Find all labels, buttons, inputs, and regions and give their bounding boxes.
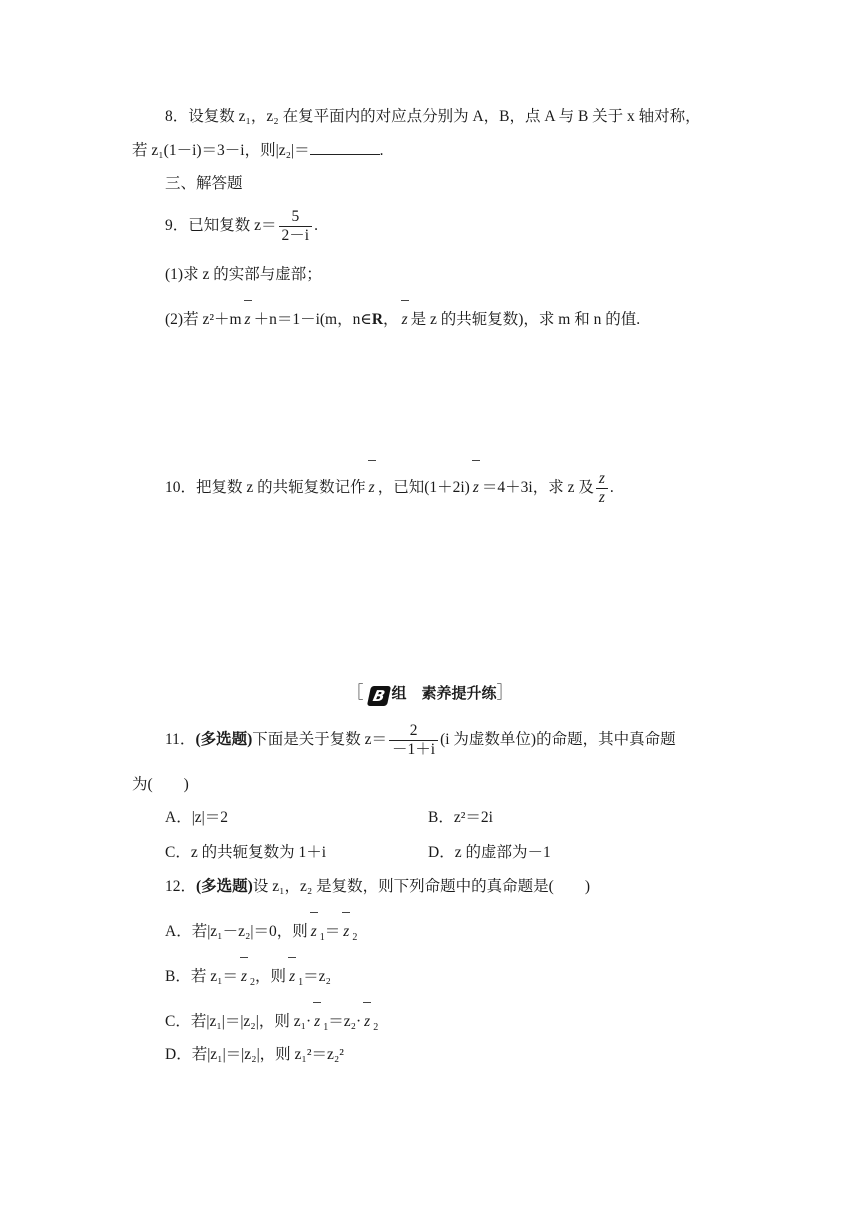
subscript: 2 [373,1022,379,1034]
q12-option-c-text-b: ＝z₂· [328,1013,362,1030]
q10-frac-denominator: z [596,488,608,507]
q12-option-a-text-a: A．若|z₁－z₂|＝0，则 [165,923,308,940]
bracket-open: ［ [346,683,364,703]
q9-frac-denominator: 2－i [279,226,313,245]
q9-part2 [165,310,640,330]
zbar-symbol: z [242,310,254,330]
zbar-symbol: z [470,470,482,506]
zbar-symbol: z [308,922,320,942]
q9-part2-text-b: ＋n＝1－i(m，n∈ [253,311,372,328]
section-b-heading [0,680,860,706]
q9-part2-text-c: ， [383,311,399,328]
zbar-symbol: z [366,470,378,506]
q9-part1: (1)求 z 的实部与虚部； [165,266,322,283]
q8-line2 [132,140,383,161]
q11-option-d: D．z 的虚部为－1 [428,844,551,861]
q11-frac-denominator: －1＋i [389,740,438,759]
q10-number: 10． [165,479,197,497]
zbar-symbol: z [399,310,411,330]
q10-stem [165,470,614,507]
q11-number: 11． [165,731,196,749]
zbar-symbol: z [311,1012,323,1032]
q11-stem-b: (i 为虚数单位)的命题，其中真命题 [440,731,676,749]
subscript: 1 [319,932,325,944]
q10-text-b: ，已知(1＋2i) [377,479,470,497]
q12-stem [165,877,590,897]
q9-stem [165,208,318,245]
q8-text-line1: 设复数 z₁，z₂ 在复平面内的对应点分别为 A，B，点 A 与 B 关于 x 轴对称， [188,108,701,125]
q11-stem-line2: 为( ) [132,776,189,793]
zbar-symbol: z [361,1012,373,1032]
q11-frac-numerator: 2 [409,722,418,739]
q12-option-b-text-a: B．若 z₁＝ [165,968,238,985]
q11-stem [165,722,676,759]
q11-option-b: B．z²＝2i [428,809,493,826]
q9-period: . [314,217,318,235]
q10-frac-numerator: z [598,470,605,487]
zbar-symbol: z [286,967,298,987]
q10-period: . [609,479,614,497]
subscript: 2 [250,977,256,989]
section-b-title: 组 素养提升练 [391,684,497,702]
q8-line1 [165,107,701,127]
q12-option-b-text-c: ＝z₂ [303,968,331,985]
q10-fraction [596,470,608,507]
q8-text-line2: 若 z₁(1－i)＝3－i，则|z₂|＝ [132,142,310,159]
q9-stem-text: 已知复数 z＝ [188,217,277,235]
q9-part2-text-d: 是 z 的共轭复数)，求 m 和 n 的值. [410,311,641,328]
real-set-symbol: R [371,311,384,328]
q11-tag: (多选题) [195,731,253,749]
q8-number: 8． [165,108,189,125]
q12-option-a-text-b: ＝ [324,923,341,940]
q12-option-c [165,1012,378,1032]
subscript: 2 [352,932,358,944]
q10-text-a: 把复数 z 的共轭复数记作 [196,479,366,497]
b-group-logo-icon: B [367,686,391,706]
q12-option-c-text-a: C．若|z₁|＝|z₂|，则 z₁· [165,1013,312,1030]
q11-option-c: C．z 的共轭复数为 1＋i [165,844,327,861]
q10-text-c: ＝4＋3i，求 z 及 [481,479,594,497]
q12-option-b [165,967,331,987]
q9-part2-text-a: (2)若 z²＋m [165,311,242,328]
section3-heading: 三、解答题 [165,175,243,192]
q12-option-b-text-b: ，则 [255,968,287,985]
q12-stem-text: 设 z₁，z₂ 是复数，则下列命题中的真命题是( ) [252,878,590,895]
q11-fraction [389,722,438,759]
q12-tag: (多选题) [196,878,253,895]
subscript: 1 [298,977,304,989]
q11-stem-a: 下面是关于复数 z＝ [252,731,388,749]
q9-frac-numerator: 5 [291,208,300,225]
zbar-symbol: z [340,922,352,942]
q9-fraction [279,208,313,245]
q11-option-a: A．|z|＝2 [165,809,229,826]
q12-number: 12． [165,878,197,895]
bracket-close: ］ [496,683,514,703]
q12-option-a [165,922,357,942]
q9-number: 9． [165,217,189,235]
q8-answer-blank [310,140,380,155]
zbar-symbol: z [238,967,250,987]
q12-option-d: D．若|z₁|＝|z₂|，则 z₁²＝z₂² [165,1046,344,1063]
subscript: 1 [323,1022,329,1034]
q8-period: . [379,142,384,159]
